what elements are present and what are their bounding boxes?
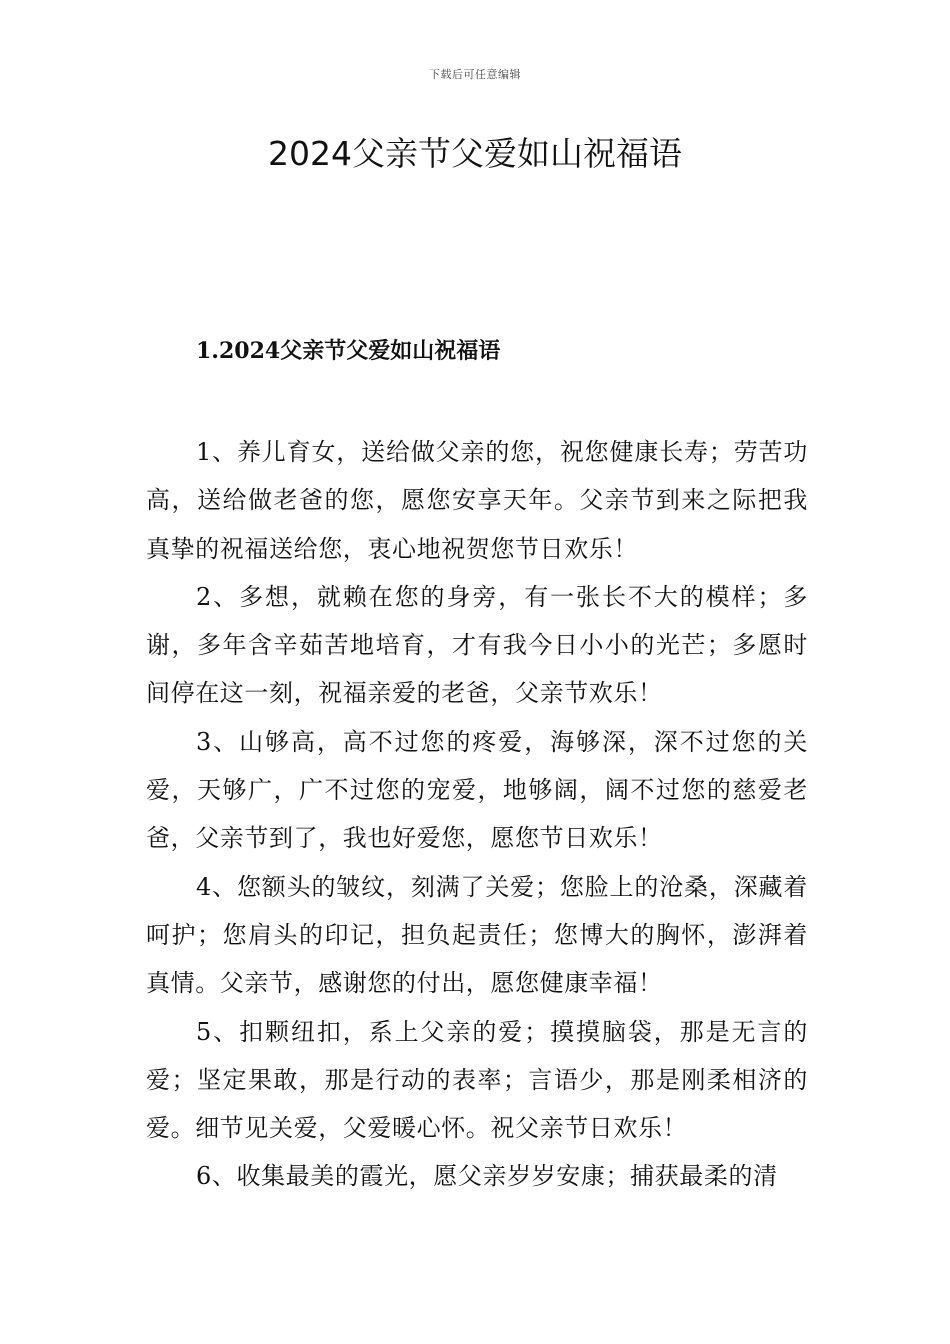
section-heading: 1.2024父亲节父爱如山祝福语 [196,338,501,364]
paragraph-5: 5、扣颗纽扣，系上父亲的爱；摸摸脑袋，那是无言的爱；坚定果敢，那是行动的表率；言语少，那是刚柔相济的爱。细节见关爱，父爱暖心怀。祝父亲节日欢乐！ [146,1017,808,1143]
page-title: 2024父亲节父爱如山祝福语 [268,134,682,173]
paragraph-2: 2、多想，就赖在您的身旁，有一张长不大的模样；多谢，多年含辛茹苦地培育，才有我今日小小的光芒；多愿时间停在这一刻，祝福亲爱的老爸，父亲节欢乐！ [146,582,808,708]
document-body [146,428,808,1201]
paragraph-1: 1、养儿育女，送给做父亲的您，祝您健康长寿；劳苦功高，送给做老爸的您，愿您安享天年。父亲节到来之际把我真挚的祝福送给您，衷心地祝贺您节日欢乐！ [146,438,808,563]
header-note: 下载后可任意编辑 [429,68,521,81]
paragraph-4: 4、您额头的皱纹，刻满了关爱；您脸上的沧桑，深藏着呵护；您肩头的印记，担负起责任；您博大的胸怀，澎湃着真情。父亲节，感谢您的付出，愿您健康幸福！ [146,872,808,998]
paragraph-3: 3、山够高，高不过您的疼爱，海够深，深不过您的关爱，天够广，广不过您的宠爱，地够阔，阔不过您的慈爱老爸，父亲节到了，我也好爱您，愿您节日欢乐！ [146,727,808,853]
paragraph-6: 6、收集最美的霞光，愿父亲岁岁安康；捕获最柔的清 [196,1162,778,1191]
